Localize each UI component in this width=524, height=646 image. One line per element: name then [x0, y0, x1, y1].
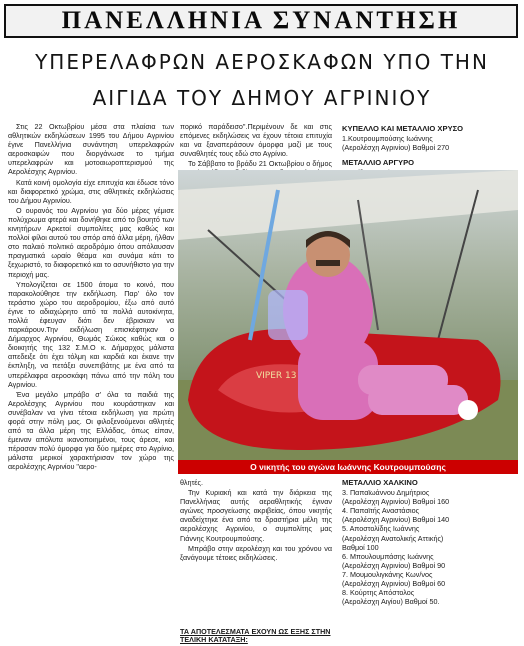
result-line: (Αερολέσχη Αγρινίου) Βαθμοί 270 — [342, 143, 450, 153]
result-line: Βαθμοί 100 — [342, 542, 379, 552]
paragraph: Ένα μεγάλο μπράβο σ' όλα τα παιδιά της Αερολέσχης Αγρινίου που κουράστηκαν και συνέβαλαν να γίνει τέτοια εκδήλωση για πρώτη φορά στην πόλη μας. Οι φιλοξενούμενοι αθλητές από τα άλλα μέρη της Ελλάδας, όπως είπαν, έμειναν απόλυτα ικανοποιημένοι, τους άρεσε, και πέρασαν πολύ όμορφα για δύο ημέρες στο Αγρίνιο, μάλιστα μερικοί χαρακτήρισαν τον χώρο της αερολέσχης Αγρινίου "αερο- — [8, 389, 174, 472]
result-line: (Αερολέσχη Αιγίου) Βαθμοί 50. — [342, 597, 440, 607]
results-intro: ΤΑ ΑΠΟΤΕΛΕΣΜΑΤΑ ΕΧΟΥΝ ΩΣ ΕΞΗΣ ΣΤΗΝ ΤΕΛΙΚΗ ΚΑΤΑΤΑΞΗ: — [180, 627, 331, 644]
paragraph: Κατά κοινή ομολογία είχε επιτυχία και έδωσε τόνο και διαφορετικό χρώμα, στις αθλητικές εκδηλώσεις του Δήμου Αγρινίου. — [8, 177, 174, 205]
result-line: (Αερολέσχη Αγρινίου) Βαθμοί 60 — [342, 579, 446, 589]
headline-line-1: ΥΠΕΡΕΛΑΦΡΩΝ ΑΕΡΟΣΚΑΦΩΝ ΥΠΟ ΤΗΝ — [35, 50, 489, 74]
result-line: 4. Παπαϊτής Αναστάσιος — [342, 506, 420, 516]
results-bottom — [342, 478, 518, 606]
result-line: 3. Παπαϊωάννου Δημήτριος — [342, 488, 430, 498]
paragraph: θλητές. — [180, 478, 203, 487]
result-gold — [342, 124, 518, 152]
result-title: ΚΥΠΕΛΛΟ ΚΑΙ ΜΕΤΑΛΛΙΟ ΧΡΥΣΟ — [342, 124, 464, 133]
masthead-title: ΠΑΝΕΛΛΗΝΙΑ ΣΥΝΑΝΤΗΣΗ — [61, 7, 461, 34]
headline-line-2: ΑΙΓΙΔΑ ΤΟΥ ΔΗΜΟΥ ΑΓΡΙΝΙΟΥ — [92, 86, 432, 110]
result-line: 5. Αποστολίδης Ιωάννης — [342, 524, 420, 534]
result-title: ΜΕΤΑΛΛΙΟ ΧΑΛΚΙΝΟ — [342, 478, 418, 487]
paragraph: Στις 22 Οκτωβρίου μέσα στα πλαίσια των αθλητικών εκδηλώσεων 1995 του Δήμου Αγρινίου έγινε Πανελλήνια συνάντηση υπερελαφρών αεροσκαφών που διοργάνωσε το τμήμα υπερελαφρών και μοτοαιωροπτερισμού της Αερολέσχης Αγρινίου. — [8, 122, 174, 177]
article-column-1 — [8, 122, 174, 473]
paragraph: Ο ουρανός του Αγρινίου για δύο μέρες γέμισε πολύχρωμα φτερά και δονήθηκε από το βουητό των κινητήρων Αρκετοί συμπολίτες μας καθώς και πολλοί φίλοι αυτού του σπόρ από άλλα μέρη, ήλθαν στο παλαιό πολιτικό αεροδρόμιο όπου απόλαυσαν πραγματικά ωραίο θέαμα και συνάμα κάτι το ξεχωριστό, το διαφορετικό και το ασυνήθιστο για την περιοχή μας. — [8, 205, 174, 279]
result-line: (Αερολέσχη Αγρινίου) Βαθμοί 90 — [342, 560, 446, 570]
fuselage-text: VIPER 13 — [256, 371, 297, 381]
paragraph: Μπράβο στην αερολέσχη και του χρόνου να ξανάγουμε τέτοιες εκδηλώσεις. — [180, 543, 332, 562]
result-line: 1.Κουτρουμπούσης Ιωάννης — [342, 134, 433, 144]
paragraph: πορικό παράδεισο".Περιμένουν δε και στις επόμενες εκδηλώσεις να έχουν τέτοια επιτυχία και να ξαναπεράσουν όμορφα μαζί με τους συναθλητές τους εδώ στο Αγρίνιο. — [180, 122, 332, 159]
article-column-2-bottom — [180, 478, 332, 563]
paragraph: Το Σάββατο το βράδυ 21 Οκτωβρίου ο δήμος — [188, 159, 332, 169]
pilot-in-microlight-photo — [178, 170, 518, 460]
result-title: ΜΕΤΑΛΛΙΟ ΑΡΓΥΡΟ — [342, 158, 415, 168]
masthead-banner — [4, 4, 518, 38]
result-line: 7. Μουμουλιγκάνης Κων/νος — [342, 569, 433, 579]
paragraph: Υπολογίζεται σε 1500 άτομα το κοινό, που παρακολούθησε την εκδήλωση. Παρ' όλο τον τεράστιο χώρο του αεροδρομίου, έξω από αυτό έγινε το αδιαχώρητο από τα πολλά αυτοκίνητα, πολλά έφευγαν διότι δεν έβρισκαν να παρκάρουν.Την εκδήλωση επισκέφτηκαν ο Δήμαρχος Αγρινίου, Θωμάς Σώκος καθώς και ο διοικητής της 132 Σ.Μ.Ο κ. Δήμαρχος μάλιστα απεδειξε ότι έχει τόλμη και καρδιά και έκανε την έκπληξη, να πετάξει συνεπιβάτης με ένα από τα υπερέλαφρα αεροσκάφη πάνω από την πόλη του Αγρινίου. — [8, 279, 174, 389]
result-line: 6. Μπουλουμπάσης Ιωάννης — [342, 551, 434, 561]
result-line: (Αερολέσχη Αγρινίου) Βαθμοί 160 — [342, 497, 450, 507]
result-line: (Αερολέσχη Αγρινίου) Βαθμοί 140 — [342, 515, 450, 525]
paragraph: Την Κυριακή και κατά την διάρκεια της Πανελλήνιας αυτής αεραθλητικής έγιναν αγώνες προσγείωσης ακριβείας, όπου νικητής αναδείχτηκε ένα από τα δραστήρια μέλη της αερολέσχης Αγρινίου, ο συμπολίτης μας Γιάννης Κουτρουμπούσης. — [180, 488, 332, 543]
result-line: (Αερολέσχη Ανατολικής Αττικής) — [342, 533, 444, 543]
result-line: 8. Κούρτης Απόστολος — [342, 588, 415, 598]
photo-caption: Ο νικητής του αγώνα Ιωάννης Κουτρουμπούσης — [178, 460, 518, 474]
